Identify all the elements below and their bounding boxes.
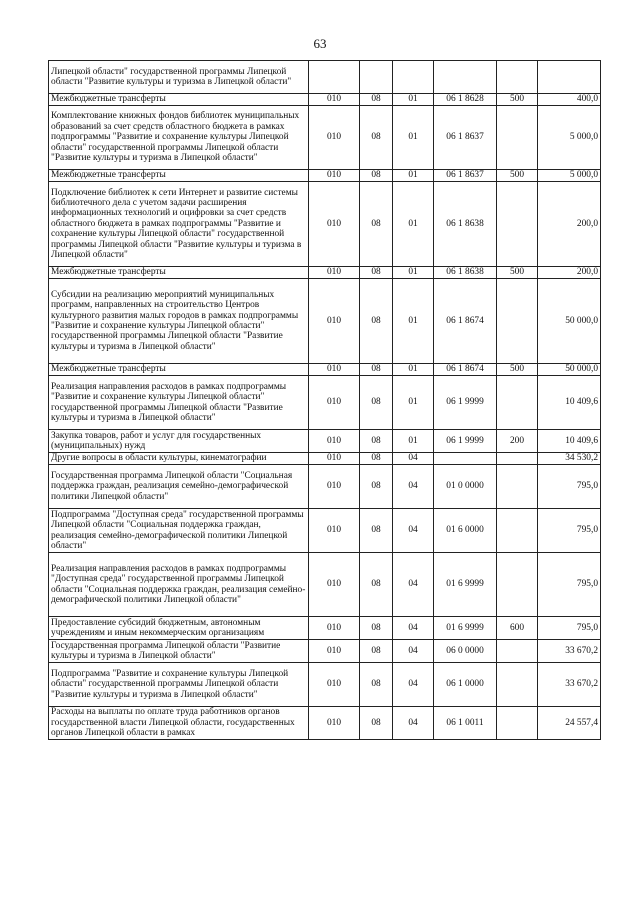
row-subsection-cell: 04	[393, 707, 434, 740]
row-target-article-cell	[434, 453, 497, 465]
row-section-cell	[360, 61, 393, 94]
row-amount-cell: 400,0	[538, 94, 601, 106]
row-amount-cell: 795,0	[538, 617, 601, 640]
row-section-cell: 08	[360, 364, 393, 376]
row-ministry-code-cell: 010	[309, 279, 360, 364]
table-row	[49, 182, 601, 267]
row-amount-cell	[538, 61, 601, 94]
row-subsection-cell	[393, 61, 434, 94]
row-expense-type-cell	[497, 640, 538, 663]
row-subsection-cell: 01	[393, 170, 434, 182]
row-subsection-cell: 01	[393, 94, 434, 106]
row-name-cell: Другие вопросы в области культуры, кинематографии	[49, 453, 309, 465]
row-section-cell: 08	[360, 553, 393, 617]
table-row	[49, 509, 601, 553]
row-section-cell: 08	[360, 663, 393, 707]
page-number: 63	[313, 36, 327, 51]
row-expense-type-cell	[497, 279, 538, 364]
row-target-article-cell: 06 1 9999	[434, 376, 497, 430]
row-ministry-code-cell: 010	[309, 94, 360, 106]
row-amount-cell: 795,0	[538, 553, 601, 617]
row-target-article-cell: 06 1 9999	[434, 430, 497, 453]
row-expense-type-cell	[497, 61, 538, 94]
row-expense-type-cell	[497, 509, 538, 553]
row-ministry-code-cell: 010	[309, 170, 360, 182]
budget-table	[48, 60, 601, 740]
table-row	[49, 170, 601, 182]
row-name-cell: Межбюджетные трансферты	[49, 267, 309, 279]
row-expense-type-cell: 500	[497, 170, 538, 182]
row-ministry-code-cell	[309, 61, 360, 94]
row-expense-type-cell	[497, 182, 538, 267]
row-section-cell: 08	[360, 617, 393, 640]
row-target-article-cell: 06 1 8638	[434, 182, 497, 267]
row-amount-cell: 200,0	[538, 267, 601, 279]
row-section-cell: 08	[360, 640, 393, 663]
row-expense-type-cell	[497, 453, 538, 465]
row-subsection-cell: 04	[393, 509, 434, 553]
row-target-article-cell: 06 1 8674	[434, 364, 497, 376]
row-target-article-cell: 01 6 0000	[434, 509, 497, 553]
row-ministry-code-cell: 010	[309, 509, 360, 553]
row-expense-type-cell	[497, 707, 538, 740]
row-target-article-cell: 06 1 8637	[434, 106, 497, 170]
row-subsection-cell: 04	[393, 640, 434, 663]
row-section-cell: 08	[360, 509, 393, 553]
table-row	[49, 279, 601, 364]
row-ministry-code-cell: 010	[309, 364, 360, 376]
row-expense-type-cell	[497, 465, 538, 509]
table-row	[49, 376, 601, 430]
row-target-article-cell: 06 1 8628	[434, 94, 497, 106]
table-row	[49, 465, 601, 509]
row-target-article-cell	[434, 61, 497, 94]
row-subsection-cell: 01	[393, 182, 434, 267]
row-expense-type-cell: 500	[497, 94, 538, 106]
row-section-cell: 08	[360, 170, 393, 182]
row-target-article-cell: 01 6 9999	[434, 617, 497, 640]
row-target-article-cell: 06 1 8674	[434, 279, 497, 364]
row-ministry-code-cell: 010	[309, 617, 360, 640]
row-section-cell: 08	[360, 106, 393, 170]
row-expense-type-cell: 500	[497, 364, 538, 376]
table-row	[49, 640, 601, 663]
row-subsection-cell: 01	[393, 106, 434, 170]
row-subsection-cell: 01	[393, 376, 434, 430]
row-section-cell: 08	[360, 465, 393, 509]
row-name-cell: Реализация направления расходов в рамках подпрограммы "Доступная среда" государственной программы Липецкой области "Социальная поддержка граждан, реализация семейно-демографической политики Липецкой области"	[49, 553, 309, 617]
row-name-cell: Комплектование книжных фондов библиотек муниципальных образований за счет средств областного бюджета в рамках подпрограммы "Развитие и сохранение культуры Липецкой области" государственной программы Липецкой области "Развитие культуры и туризма в Липецкой области"	[49, 106, 309, 170]
row-target-article-cell: 01 0 0000	[434, 465, 497, 509]
row-target-article-cell: 06 1 8637	[434, 170, 497, 182]
row-section-cell: 08	[360, 182, 393, 267]
row-expense-type-cell	[497, 663, 538, 707]
table-row	[49, 61, 601, 94]
row-name-cell: Закупка товаров, работ и услуг для государственных (муниципальных) нужд	[49, 430, 309, 453]
row-section-cell: 08	[360, 279, 393, 364]
table-row	[49, 663, 601, 707]
row-expense-type-cell: 600	[497, 617, 538, 640]
row-expense-type-cell	[497, 376, 538, 430]
row-name-cell: Расходы на выплаты по оплате труда работников органов государственной власти Липецкой области, государственных органов Липецкой области в рамках	[49, 707, 309, 740]
row-amount-cell: 50 000,0	[538, 364, 601, 376]
row-expense-type-cell	[497, 106, 538, 170]
row-subsection-cell: 01	[393, 430, 434, 453]
table-row	[49, 267, 601, 279]
row-target-article-cell: 06 1 0011	[434, 707, 497, 740]
row-name-cell: Предоставление субсидий бюджетным, автономным учреждениям и иным некоммерческим организациям	[49, 617, 309, 640]
table-row	[49, 453, 601, 465]
row-subsection-cell: 04	[393, 553, 434, 617]
row-section-cell: 08	[360, 376, 393, 430]
row-section-cell: 08	[360, 453, 393, 465]
table-row	[49, 106, 601, 170]
row-section-cell: 08	[360, 707, 393, 740]
table-row	[49, 553, 601, 617]
row-name-cell: Межбюджетные трансферты	[49, 170, 309, 182]
table-row	[49, 430, 601, 453]
row-section-cell: 08	[360, 267, 393, 279]
row-amount-cell: 33 670,2	[538, 663, 601, 707]
row-subsection-cell: 04	[393, 453, 434, 465]
row-name-cell: Межбюджетные трансферты	[49, 94, 309, 106]
table-row	[49, 617, 601, 640]
row-target-article-cell: 01 6 9999	[434, 553, 497, 617]
row-ministry-code-cell: 010	[309, 182, 360, 267]
row-amount-cell: 5 000,0	[538, 106, 601, 170]
row-amount-cell: 10 409,6	[538, 376, 601, 430]
row-ministry-code-cell: 010	[309, 465, 360, 509]
table-row	[49, 94, 601, 106]
row-subsection-cell: 04	[393, 617, 434, 640]
row-name-cell: Государственная программа Липецкой области "Развитие культуры и туризма в Липецкой области"	[49, 640, 309, 663]
table-row	[49, 364, 601, 376]
row-target-article-cell: 06 1 8638	[434, 267, 497, 279]
row-subsection-cell: 01	[393, 364, 434, 376]
row-ministry-code-cell: 010	[309, 376, 360, 430]
row-name-cell: Межбюджетные трансферты	[49, 364, 309, 376]
row-amount-cell: 200,0	[538, 182, 601, 267]
row-amount-cell: 795,0	[538, 465, 601, 509]
row-target-article-cell: 06 0 0000	[434, 640, 497, 663]
row-ministry-code-cell: 010	[309, 106, 360, 170]
row-amount-cell: 50 000,0	[538, 279, 601, 364]
row-name-cell: Субсидии на реализацию мероприятий муниципальных программ, направленных на строительство Центров культурного развития малых городов в рамках подпрограммы "Развитие и сохранение культуры Липецкой области" государственной программы Липецкой области "Развитие культуры и туризма в Липецкой области"	[49, 279, 309, 364]
row-ministry-code-cell: 010	[309, 663, 360, 707]
row-subsection-cell: 01	[393, 267, 434, 279]
row-section-cell: 08	[360, 430, 393, 453]
row-target-article-cell: 06 1 0000	[434, 663, 497, 707]
row-expense-type-cell	[497, 553, 538, 617]
row-name-cell: Подключение библиотек к сети Интернет и развитие системы библиотечного дела с учетом задачи расширения информационных технологий и оцифровки за счет средств областного бюджета в рамках подпрограммы "Развитие и сохранение культуры Липецкой области" государственной программы Липецкой области "Развитие культуры и туризма в Липецкой области"	[49, 182, 309, 267]
row-name-cell: Липецкой области" государственной программы Липецкой области "Развитие культуры и туризма в Липецкой области"	[49, 61, 309, 94]
row-expense-type-cell: 500	[497, 267, 538, 279]
row-ministry-code-cell: 010	[309, 453, 360, 465]
row-amount-cell: 33 670,2	[538, 640, 601, 663]
row-ministry-code-cell: 010	[309, 553, 360, 617]
table-row	[49, 707, 601, 740]
row-expense-type-cell: 200	[497, 430, 538, 453]
row-subsection-cell: 01	[393, 279, 434, 364]
row-amount-cell: 5 000,0	[538, 170, 601, 182]
row-ministry-code-cell: 010	[309, 707, 360, 740]
row-ministry-code-cell: 010	[309, 430, 360, 453]
row-name-cell: Подпрограмма "Доступная среда" государственной программы Липецкой области "Социальная поддержка граждан, реализация семейно-демографической политики Липецкой области"	[49, 509, 309, 553]
row-amount-cell: 795,0	[538, 509, 601, 553]
row-amount-cell: 24 557,4	[538, 707, 601, 740]
row-subsection-cell: 04	[393, 465, 434, 509]
row-name-cell: Государственная программа Липецкой области "Социальная поддержка граждан, реализация семейно-демографической политики Липецкой области"	[49, 465, 309, 509]
row-ministry-code-cell: 010	[309, 640, 360, 663]
row-name-cell: Реализация направления расходов в рамках подпрограммы "Развитие и сохранение культуры Липецкой области" государственной программы Липецкой области "Развитие культуры и туризма в Липецкой области"	[49, 376, 309, 430]
table-body	[49, 61, 601, 740]
row-name-cell: Подпрограмма "Развитие и сохранение культуры Липецкой области" государственной программы Липецкой области "Развитие культуры и туризма в Липецкой области"	[49, 663, 309, 707]
row-ministry-code-cell: 010	[309, 267, 360, 279]
row-subsection-cell: 04	[393, 663, 434, 707]
row-section-cell: 08	[360, 94, 393, 106]
row-amount-cell: 34 530,2	[538, 453, 601, 465]
row-amount-cell: 10 409,6	[538, 430, 601, 453]
